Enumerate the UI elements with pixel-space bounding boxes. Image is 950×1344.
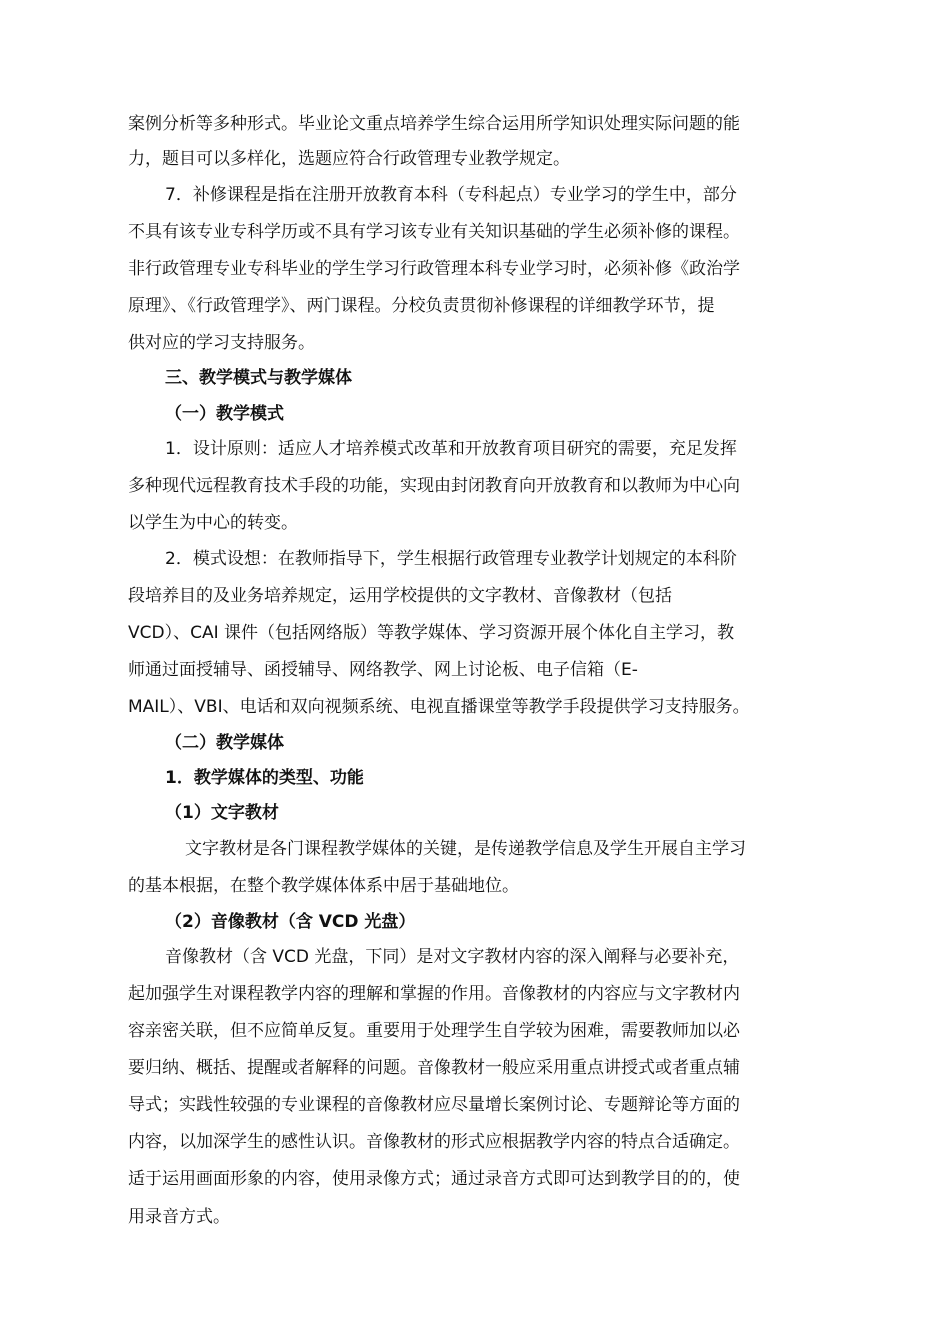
text-line: 原理》、《行政管理学》、两门课程。分校负责贯彻补修课程的详细教学环节，提 bbox=[128, 296, 715, 316]
text-line: MAIL）、VBI、电话和双向视频系统、电视直播课堂等教学手段提供学习支持服务。 bbox=[128, 697, 750, 717]
text-line: 音像教材（含 VCD 光盘，下同）是对文字教材内容的深入阐释与必要补充， bbox=[165, 947, 740, 967]
subsection-heading: （二）教学媒体 bbox=[165, 733, 284, 753]
text-line: 7．补修课程是指在注册开放教育本科（专科起点）专业学习的学生中，部分 bbox=[165, 185, 737, 205]
text-line: 段培养目的及业务培养规定，运用学校提供的文字教材、音像教材（包括 bbox=[128, 586, 672, 606]
text-line: 案例分析等多种形式。毕业论文重点培养学生综合运用所学知识处理实际问题的能 bbox=[128, 114, 740, 134]
text-line: 供对应的学习支持服务。 bbox=[128, 333, 315, 353]
section-heading: 三、教学模式与教学媒体 bbox=[165, 368, 352, 388]
text-line: 导式；实践性较强的专业课程的音像教材应尽量增长案例讨论、专题辩论等方面的 bbox=[128, 1095, 740, 1115]
text-line: 的基本根据，在整个教学媒体体系中居于基础地位。 bbox=[128, 876, 519, 896]
text-line: 以学生为中心的转变。 bbox=[128, 513, 298, 533]
text-line: 1．设计原则：适应人才培养模式改革和开放教育项目研究的需要，充足发挥 bbox=[165, 439, 737, 459]
subsection-heading: （1）文字教材 bbox=[165, 803, 279, 823]
text-line: 非行政管理专业专科毕业的学生学习行政管理本科专业学习时，必须补修《政治学 bbox=[128, 259, 740, 279]
subsection-heading: 1．教学媒体的类型、功能 bbox=[165, 768, 364, 788]
text-line: 师通过面授辅导、函授辅导、网络教学、网上讨论板、电子信箱（E- bbox=[128, 660, 638, 680]
text-line: 力，题目可以多样化，选题应符合行政管理专业教学规定。 bbox=[128, 149, 570, 169]
text-line: 文字教材是各门课程教学媒体的关键，是传递教学信息及学生开展自主学习 bbox=[185, 839, 746, 859]
text-line: 要归纳、概括、提醒或者解释的问题。音像教材一般应采用重点讲授式或者重点辅 bbox=[128, 1058, 740, 1078]
text-line: 内容，以加深学生的感性认识。音像教材的形式应根据教学内容的特点合适确定。 bbox=[128, 1132, 740, 1152]
subsection-heading: （一）教学模式 bbox=[165, 404, 284, 424]
text-line: 起加强学生对课程教学内容的理解和掌握的作用。音像教材的内容应与文字教材内 bbox=[128, 984, 740, 1004]
text-line: 不具有该专业专科学历或不具有学习该专业有关知识基础的学生必须补修的课程。 bbox=[128, 222, 740, 242]
text-line: 容亲密关联，但不应简单反复。重要用于处理学生自学较为困难，需要教师加以必 bbox=[128, 1021, 740, 1041]
text-line: 用录音方式。 bbox=[128, 1207, 230, 1227]
text-line: VCD）、CAI 课件（包括网络版）等教学媒体、学习资源开展个体化自主学习，教 bbox=[128, 623, 735, 643]
text-line: 2．模式设想：在教师指导下，学生根据行政管理专业教学计划规定的本科阶 bbox=[165, 549, 737, 569]
subsection-heading: （2）音像教材（含 VCD 光盘） bbox=[165, 912, 416, 932]
text-line: 多种现代远程教育技术手段的功能，实现由封闭教育向开放教育和以教师为中心向 bbox=[128, 476, 740, 496]
text-line: 适于运用画面形象的内容，使用录像方式；通过录音方式即可达到教学目的的，使 bbox=[128, 1169, 740, 1189]
